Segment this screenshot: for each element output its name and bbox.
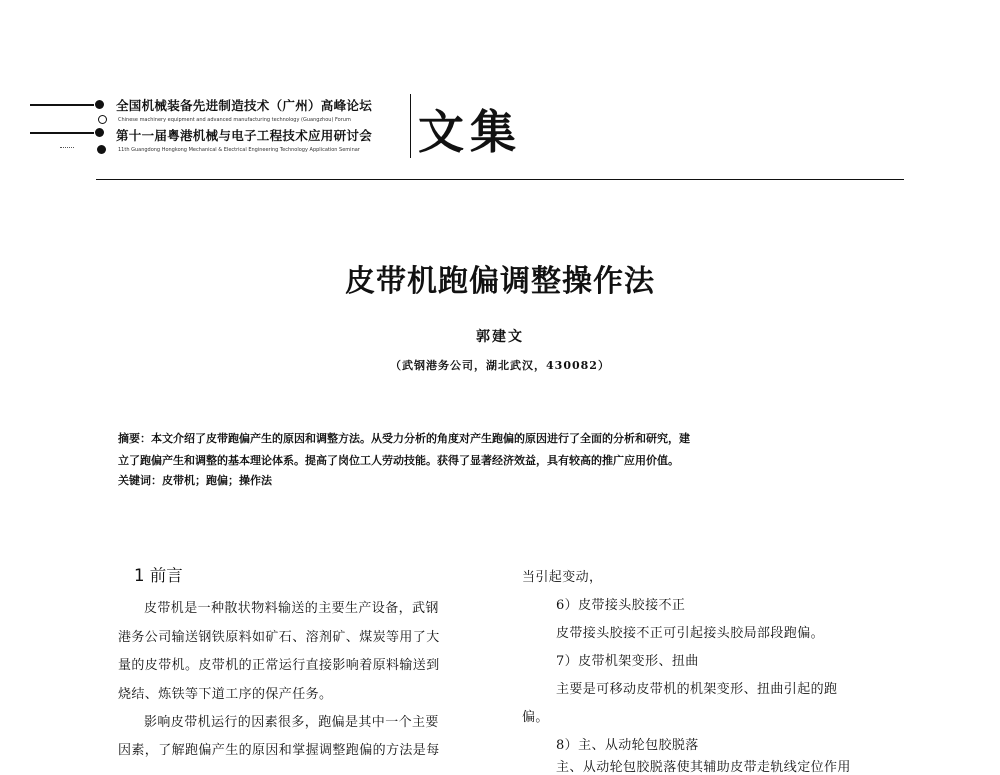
forum-title-cn-1: 全国机械装备先进制造技术（广州）高峰论坛 [116, 98, 373, 113]
body-line: 量的皮带机。皮带机的正常运行直接影响着原料输送到 [118, 658, 440, 673]
bullet-icon [95, 128, 104, 137]
header-separator [410, 94, 411, 158]
header-bottom-rule [96, 179, 904, 180]
body-line: 主、从动轮包胶脱落使其辅助皮带走轨线定位作用 [556, 760, 851, 775]
body-line: 烧结、炼铁等下道工序的保产任务。 [118, 687, 333, 702]
body-line: 皮带机是一种散状物料输送的主要生产设备，武钢 [144, 601, 439, 616]
abstract [118, 428, 908, 472]
body-line: 港务公司输送钢铁原料如矿石、溶剂矿、煤炭等用了大 [118, 630, 440, 645]
forum-title-en-2: 11th Guangdong Hongkong Mechanical & Electrical Engineering Technology Application Seminar [118, 147, 360, 153]
body-line: 偏。 [522, 710, 549, 725]
section-title: 1 前言 [134, 566, 183, 585]
forum-title-en-1: Chinese machinery equipment and advanced manufacturing technology (Guangzhou) Forum [118, 117, 351, 123]
article-title: 皮带机跑偏调整操作法 [345, 264, 655, 299]
header-rule-1 [30, 104, 94, 106]
subheading: 7）皮带机架变形、扭曲 [556, 654, 699, 669]
bullet-icon [97, 145, 106, 154]
body-line: 影响皮带机运行的因素很多，跑偏是其中一个主要 [144, 715, 439, 730]
keywords: 关键词：皮带机；跑偏；操作法 [118, 474, 272, 487]
header-rule-2 [30, 132, 94, 134]
bullet-icon [98, 115, 107, 124]
body-line: 皮带接头胶接不正可引起接头胶局部段跑偏。 [556, 626, 825, 641]
body-line: 因素，了解跑偏产生的原因和掌握调整跑偏的方法是每 [118, 743, 440, 758]
forum-title-cn-2: 第十一届粤港机械与电子工程技术应用研讨会 [116, 128, 373, 143]
body-line: 当引起变动， [522, 570, 603, 585]
article-affiliation: （武钢港务公司，湖北武汉，430082） [390, 359, 610, 372]
body-line: 主要是可移动皮带机的机架变形、扭曲引起的跑 [556, 682, 838, 697]
dotted-mark [60, 147, 74, 149]
bullet-icon [95, 100, 104, 109]
subheading: 6）皮带接头胶接不正 [556, 598, 686, 613]
abstract-line: 立了跑偏产生和调整的基本理论体系。提高了岗位工人劳动技能。获得了显著经济效益，具有较高的推广应用价值。 [118, 454, 679, 467]
article-author: 郭建文 [476, 329, 524, 345]
collection-label: 文集 [418, 105, 522, 159]
abstract-line: 摘要：本文介绍了皮带跑偏产生的原因和调整方法。从受力分析的角度对产生跑偏的原因进行了全面的分析和研究，建 [118, 432, 690, 445]
subheading: 8）主、从动轮包胶脱落 [556, 738, 699, 753]
